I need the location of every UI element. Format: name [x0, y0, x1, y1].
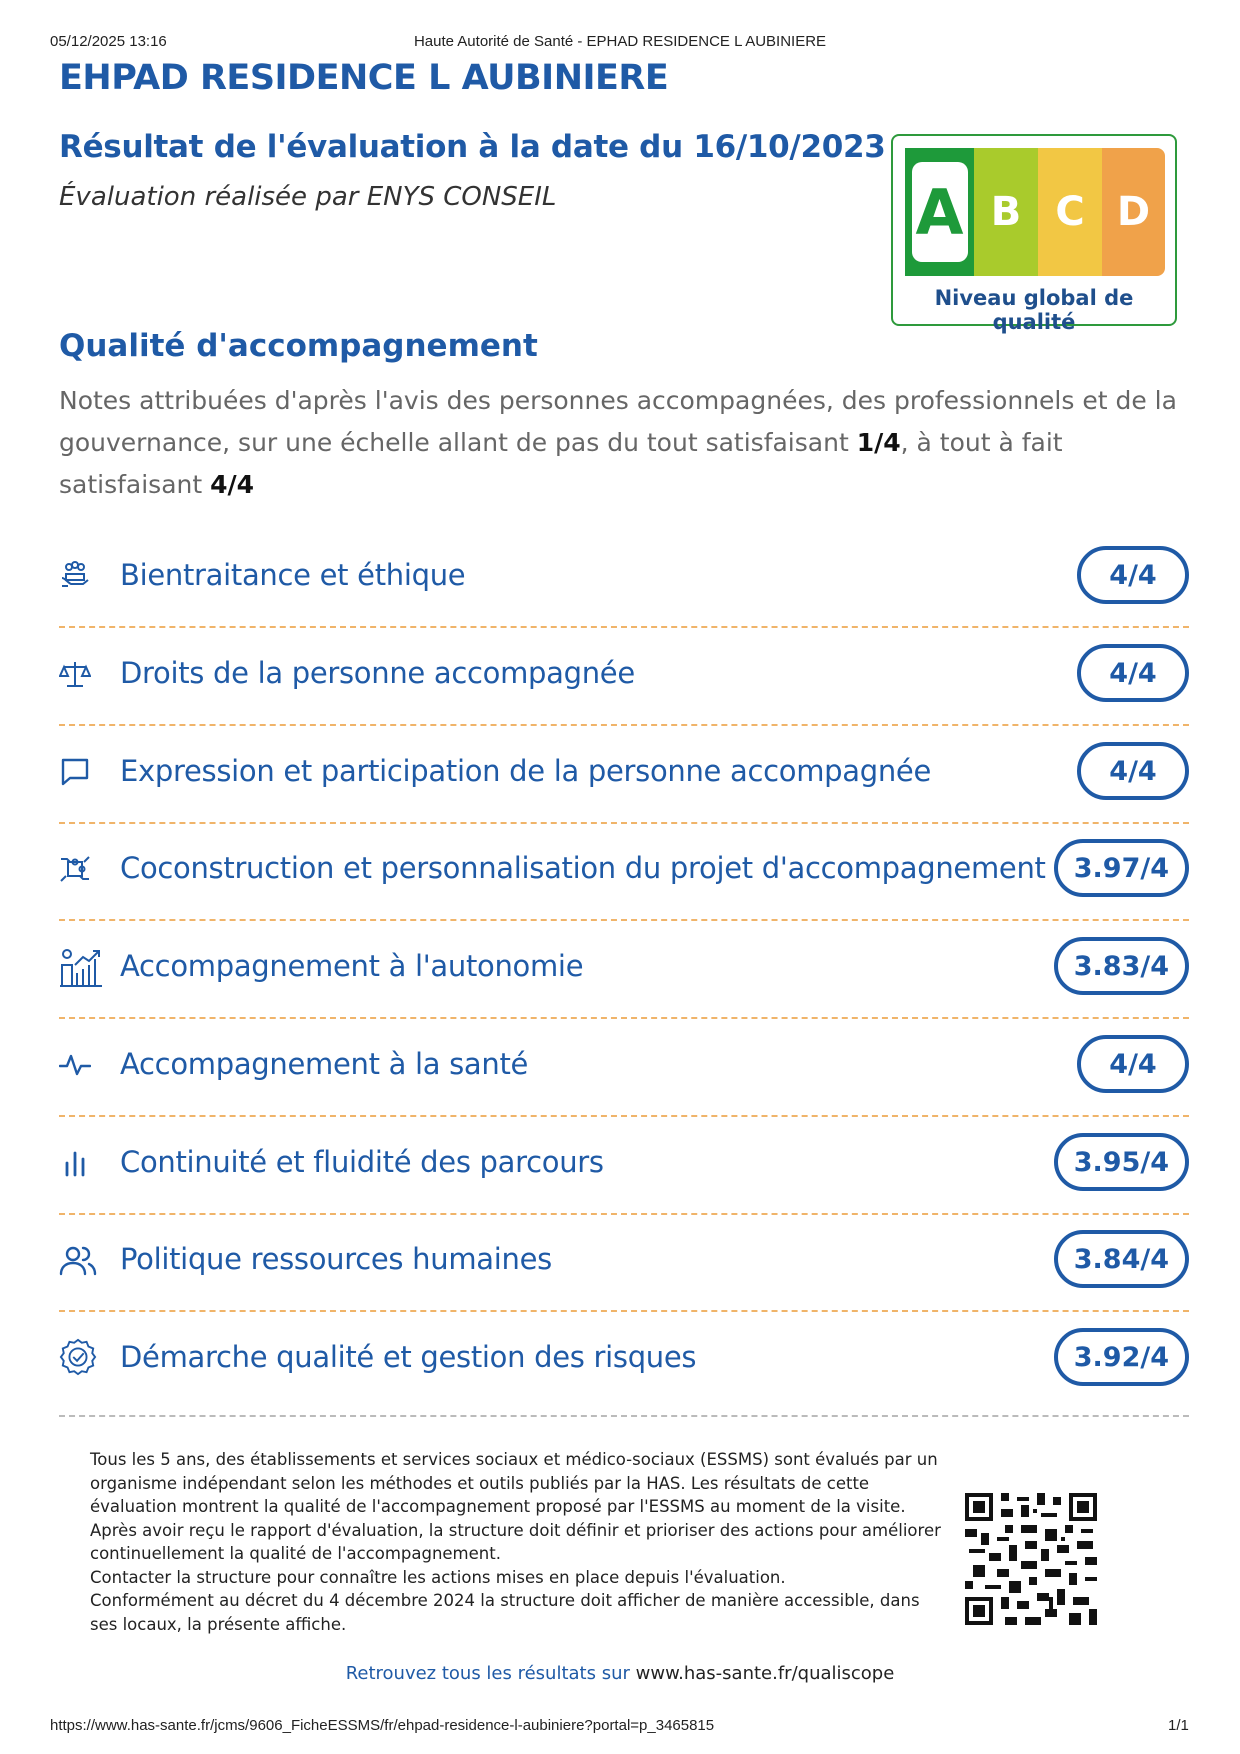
grade-c-cell: C — [1038, 148, 1102, 276]
criterion-row — [59, 823, 1189, 921]
criterion-label: Expression et participation de la personne accompagnée — [120, 754, 932, 788]
print-datetime: 05/12/2025 13:16 — [50, 33, 167, 50]
criterion-score: 3.83/4 — [1054, 937, 1189, 995]
puzzle-hands-icon — [59, 853, 91, 885]
criterion-label: Bientraitance et éthique — [120, 558, 466, 592]
criterion-row — [59, 921, 1189, 1019]
criterion-row — [59, 530, 1189, 628]
results-link-url[interactable]: www.has-sante.fr/qualiscope — [635, 1663, 895, 1684]
quality-badge-icon — [59, 1338, 97, 1376]
scale-min: 1/4 — [856, 428, 901, 457]
criterion-row — [59, 628, 1189, 726]
print-doc-title: Haute Autorité de Santé - EPHAD RESIDENCE L AUBINIERE — [413, 33, 827, 50]
section-divider — [59, 1415, 1189, 1417]
criterion-row — [59, 1214, 1189, 1312]
results-link-line — [0, 1663, 1240, 1684]
grade-a-selected: A — [912, 162, 968, 262]
grade-b-cell: B — [974, 148, 1038, 276]
grade-d-cell: D — [1102, 148, 1165, 276]
criterion-row — [59, 726, 1189, 824]
criterion-score: 3.84/4 — [1054, 1230, 1189, 1288]
criterion-score: 4/4 — [1077, 546, 1189, 604]
criterion-score: 4/4 — [1077, 1035, 1189, 1093]
criterion-score: 3.92/4 — [1054, 1328, 1189, 1386]
growth-chart-person-icon — [59, 945, 103, 989]
heartbeat-icon — [59, 1049, 91, 1081]
intro-text — [59, 380, 1189, 506]
criterion-row — [59, 1117, 1189, 1215]
intro-part-2: , à tout à fait satisfaisant — [59, 428, 1063, 499]
criterion-label: Accompagnement à l'autonomie — [120, 949, 584, 983]
intro-part-1: Notes attribuées d'après l'avis des personnes accompagnées, des professionnels et de la gouvernance, sur une échelle allant de pas du tout satisfaisant — [59, 386, 1177, 457]
footnote-p2: Après avoir reçu le rapport d'évaluation, la structure doit définir et prioriser des actions pour améliorer continuellement la qualité de l'accompagnement. — [90, 1520, 941, 1563]
evaluator: Évaluation réalisée par ENYS CONSEIL — [59, 182, 557, 212]
grade-caption: Niveau global de qualité — [934, 286, 1134, 334]
criterion-score: 4/4 — [1077, 644, 1189, 702]
footnote-p1: Tous les 5 ans, des établissements et services sociaux et médico-sociaux (ESSMS) sont évalués par un organisme indépendant selon les méthodes et outils publiés par la HAS. Les résultats de cette évaluation montrent la qualité de l'accompagnement proposé par l'ESSMS au moment de la visite. — [90, 1450, 938, 1516]
people-icon — [59, 1244, 99, 1276]
criterion-score: 3.97/4 — [1054, 839, 1189, 897]
criterion-label: Droits de la personne accompagnée — [120, 656, 635, 690]
footnote — [90, 1448, 950, 1636]
scale-max: 4/4 — [210, 470, 255, 499]
footnote-p3: Contacter la structure pour connaître les actions mises en place depuis l'évaluation. — [90, 1567, 786, 1587]
qr-code — [965, 1493, 1097, 1625]
bar-chart-icon — [59, 1147, 91, 1179]
scales-icon — [59, 658, 91, 690]
hands-people-icon — [59, 560, 91, 592]
section-title: Qualité d'accompagnement — [59, 328, 538, 364]
criterion-row — [59, 1312, 1189, 1410]
criterion-label: Continuité et fluidité des parcours — [120, 1145, 604, 1179]
footnote-p4: Conformément au décret du 4 décembre 2024 la structure doit afficher de manière accessible, dans ses locaux, la présente affiche. — [90, 1591, 920, 1634]
result-title: Résultat de l'évaluation à la date du 16/10/2023 — [59, 129, 886, 165]
criterion-label: Accompagnement à la santé — [120, 1047, 529, 1081]
print-page-number: 1/1 — [1168, 1717, 1189, 1734]
results-link-lead: Retrouvez tous les résultats sur — [345, 1663, 636, 1684]
criterion-score: 3.95/4 — [1054, 1133, 1189, 1191]
quality-grade-badge — [891, 134, 1177, 334]
speech-bubble-icon — [59, 756, 91, 788]
criterion-label: Démarche qualité et gestion des risques — [120, 1340, 697, 1374]
criterion-label: Coconstruction et personnalisation du projet d'accompagnement — [120, 851, 1046, 885]
org-name: EHPAD RESIDENCE L AUBINIERE — [59, 58, 669, 98]
print-url: https://www.has-sante.fr/jcms/9606_FicheESSMS/fr/ehpad-residence-l-aubiniere?portal=p_3465815 — [50, 1717, 715, 1734]
criterion-label: Politique ressources humaines — [120, 1242, 552, 1276]
grade-a-cell — [905, 148, 974, 276]
criterion-score: 4/4 — [1077, 742, 1189, 800]
criterion-row — [59, 1019, 1189, 1117]
